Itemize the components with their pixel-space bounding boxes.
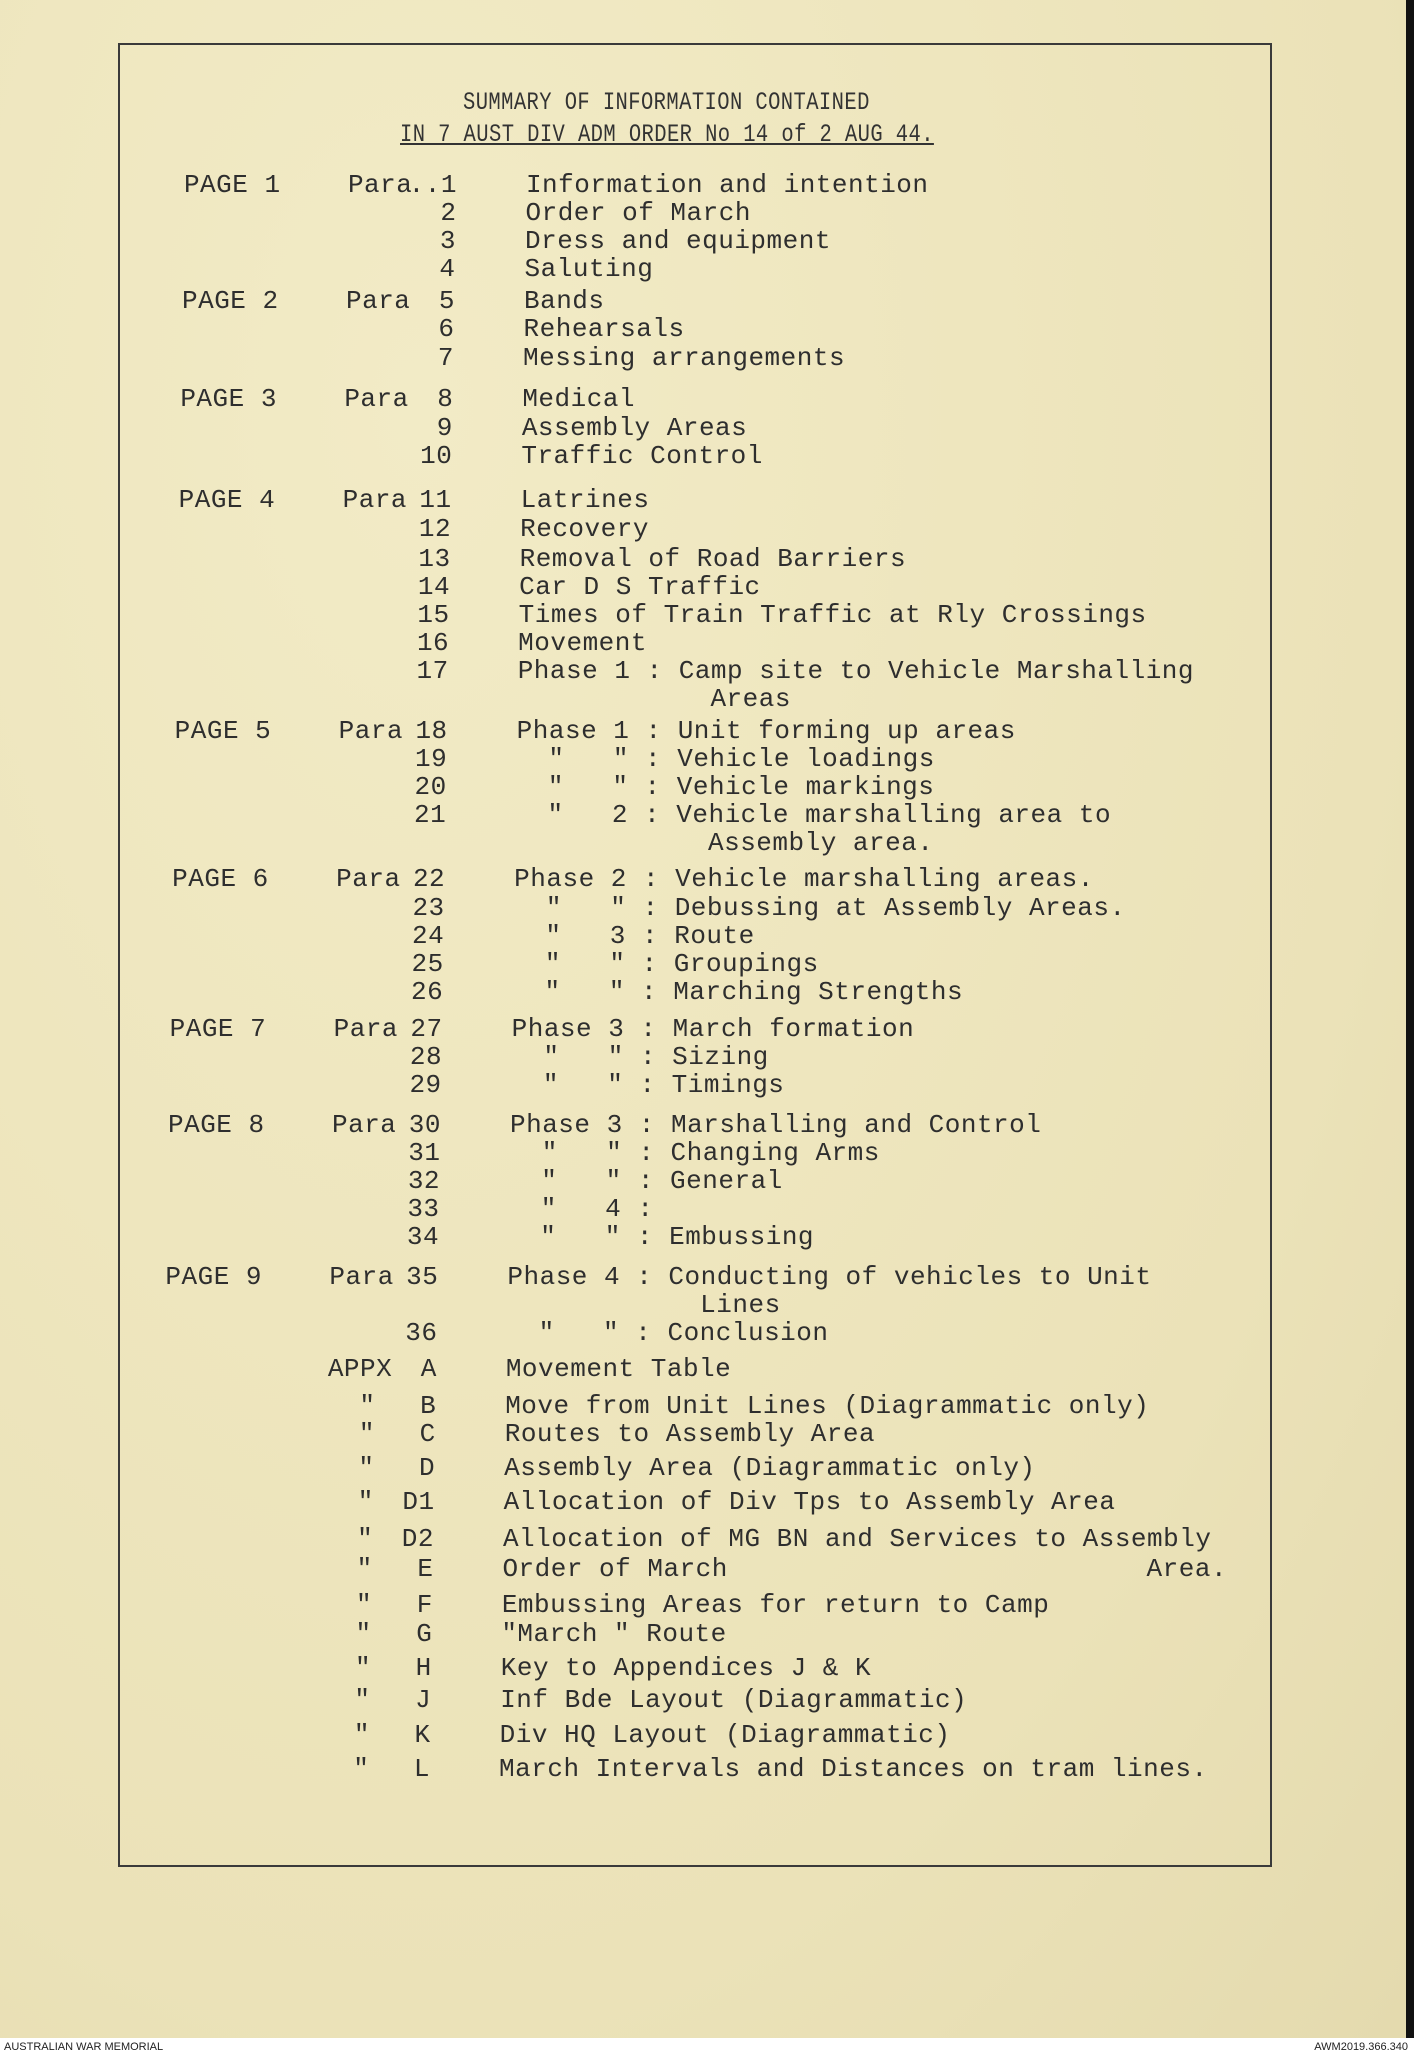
para-number: D1 [402, 1487, 435, 1517]
page-label: PAGE 7 [169, 1014, 267, 1044]
row-description: Embussing Areas for return to Camp [501, 1590, 1050, 1620]
row-description: Lines [506, 1290, 781, 1320]
para-number: 4 [439, 254, 456, 284]
para-number: D2 [401, 1524, 434, 1554]
page-label: PAGE 9 [165, 1262, 263, 1292]
row-description: " " : Embussing [508, 1222, 815, 1252]
para-label: Para [338, 716, 404, 746]
para-number: F [416, 1590, 433, 1620]
footer-accession-number: AWM2019.366.340 [1314, 2041, 1408, 2053]
row-description: " " : Debussing at Assembly Areas. [513, 893, 1126, 923]
para-label: " [321, 1754, 370, 1784]
row-description: Move from Unit Lines (Diagrammatic only) [505, 1391, 1150, 1421]
para-number: 12 [418, 514, 452, 544]
title-line-1: SUMMARY OF INFORMATION CONTAINED [463, 88, 870, 117]
row-description: Routes to Assembly Area [504, 1419, 876, 1449]
para-number: H [415, 1653, 432, 1683]
row-description: Inf Bde Layout (Diagrammatic) [500, 1685, 968, 1715]
row-description: Areas [517, 684, 791, 714]
para-number: ..1 [408, 170, 457, 200]
para-number: 26 [411, 977, 444, 1007]
row-description: Movement Table [505, 1354, 732, 1384]
para-label: " [327, 1391, 376, 1421]
para-number: 17 [416, 656, 449, 686]
para-number: 32 [407, 1166, 441, 1196]
row-description: Phase 1 : Unit forming up areas [516, 716, 1016, 746]
para-number: 24 [411, 921, 445, 951]
para-number: 9 [436, 413, 453, 443]
para-label: Para [344, 384, 409, 414]
para-number: 10 [420, 441, 453, 471]
para-number: 5 [438, 286, 455, 316]
page-label: PAGE 4 [178, 485, 276, 515]
row-description: Order of March [525, 198, 751, 228]
row-description: "March " Route [501, 1619, 727, 1649]
row-description: Medical [522, 384, 636, 414]
row-description: Bands [523, 286, 605, 316]
page-label: PAGE 2 [181, 286, 279, 316]
para-number: 29 [409, 1070, 442, 1100]
para-label: " [326, 1453, 375, 1483]
row-description: Phase 2 : Vehicle marshalling areas. [514, 864, 1094, 894]
row-description: " 3 : Route [513, 921, 755, 951]
para-label: " [323, 1619, 372, 1649]
row-description: Messing arrangements [523, 343, 846, 373]
row-description: Recovery [520, 514, 649, 544]
row-description: " " : Vehicle markings [515, 772, 935, 802]
row-description: Movement [518, 628, 647, 658]
row-description: Assembly Area (Diagrammatic only) [504, 1453, 1036, 1483]
row-description: Latrines [520, 485, 650, 515]
para-label: Para [331, 1110, 397, 1140]
page-label: PAGE 5 [174, 716, 272, 746]
para-number: E [417, 1554, 434, 1584]
para-number: 27 [410, 1014, 443, 1044]
para-number: C [419, 1419, 436, 1449]
row-description: " " : Groupings [512, 949, 819, 979]
para-number: L [413, 1754, 431, 1784]
para-label: Para [329, 1262, 394, 1292]
page-label: PAGE 8 [167, 1110, 265, 1140]
row-description: Dress and equipment [525, 226, 831, 256]
row-description: " 4 : [508, 1194, 654, 1224]
row-description: Phase 3 : Marshalling and Control [509, 1110, 1042, 1140]
title-line-2: IN 7 AUST DIV ADM ORDER No 14 of 2 AUG 44. [400, 120, 934, 149]
row-description: Removal of Road Barriers [519, 544, 907, 574]
page-label: PAGE 6 [172, 864, 269, 894]
para-number: A [420, 1354, 437, 1384]
row-description: " " : Changing Arms [509, 1138, 880, 1168]
row-description: Car D S Traffic [519, 572, 761, 602]
row-description: " " : Vehicle loadings [516, 744, 935, 774]
para-number: 16 [416, 628, 450, 658]
row-description: Order of March Area. [502, 1554, 1228, 1584]
para-label: " [324, 1524, 374, 1554]
para-label: " [324, 1554, 373, 1584]
para-label: Para [333, 1014, 399, 1044]
archive-footer [0, 2038, 1414, 2061]
para-number: 6 [438, 314, 455, 344]
row-description: " " : Sizing [511, 1042, 769, 1072]
para-label: Para [336, 864, 401, 894]
row-description: " 2 : Vehicle marshalling area to [515, 800, 1112, 830]
para-number: 23 [412, 893, 445, 923]
para-label: " [322, 1685, 371, 1715]
para-number: B [420, 1391, 437, 1421]
para-number: 7 [437, 343, 455, 373]
row-description: Div HQ Layout (Diagrammatic) [499, 1720, 951, 1750]
para-number: 15 [417, 600, 450, 630]
row-description: Assembly area. [514, 828, 934, 858]
para-number: J [415, 1685, 432, 1715]
row-description: Phase 1 : Camp site to Vehicle Marshalling [517, 656, 1195, 686]
page-label: PAGE 3 [180, 384, 277, 414]
page-label: PAGE 1 [183, 170, 281, 200]
row-description: Saluting [524, 254, 654, 284]
para-number: 30 [408, 1110, 441, 1140]
row-description: Phase 4 : Conducting of vehicles to Unit [507, 1262, 1152, 1292]
para-number: 36 [405, 1318, 438, 1348]
row-description: Assembly Areas [521, 413, 748, 443]
para-number: 14 [417, 572, 451, 602]
row-description: Allocation of MG BN and Services to Assembly [502, 1524, 1212, 1554]
row-description: Allocation of Div Tps to Assembly Area [503, 1487, 1116, 1517]
para-number: 20 [414, 772, 447, 802]
para-label: APPX [327, 1354, 393, 1384]
para-label: Para [345, 286, 411, 316]
row-description: March Intervals and Distances on tram lines. [499, 1754, 1208, 1784]
row-description: Rehearsals [523, 314, 685, 344]
row-description: " " : Marching Strengths [512, 977, 964, 1007]
para-number: 35 [406, 1262, 439, 1292]
para-number: 21 [414, 800, 447, 830]
para-number: K [414, 1720, 431, 1750]
para-number: 2 [440, 198, 457, 228]
para-number: 18 [415, 716, 448, 746]
para-number: 33 [407, 1194, 440, 1224]
para-label: Para [342, 485, 408, 515]
row-description: Information and intention [525, 170, 929, 200]
row-description: " " : Conclusion [506, 1318, 829, 1348]
para-number: 13 [418, 544, 451, 574]
row-description: Phase 3 : March formation [511, 1014, 915, 1044]
row-description: Traffic Control [521, 441, 763, 471]
para-number: 11 [419, 485, 452, 515]
para-label: " [322, 1653, 372, 1683]
row-description: " " : General [509, 1166, 783, 1196]
para-number: 28 [409, 1042, 443, 1072]
row-description: Key to Appendices J & K [500, 1653, 872, 1683]
para-label: Para [347, 170, 413, 200]
para-label: " [321, 1720, 370, 1750]
para-number: 22 [412, 864, 446, 894]
para-label: " [326, 1419, 376, 1449]
para-label: " [325, 1487, 374, 1517]
row-description: " " : Timings [510, 1070, 785, 1100]
para-number: 31 [408, 1138, 441, 1168]
row-description: Times of Train Traffic at Rly Crossings [518, 600, 1147, 630]
footer-institution: AUSTRALIAN WAR MEMORIAL [4, 2041, 164, 2053]
para-number: 19 [414, 744, 448, 774]
para-number: 34 [406, 1222, 440, 1252]
para-number: 3 [439, 226, 456, 256]
para-number: D [419, 1453, 436, 1483]
para-label: " [323, 1590, 373, 1620]
para-number: 8 [437, 384, 454, 414]
para-number: 25 [411, 949, 444, 979]
para-number: G [416, 1619, 433, 1649]
